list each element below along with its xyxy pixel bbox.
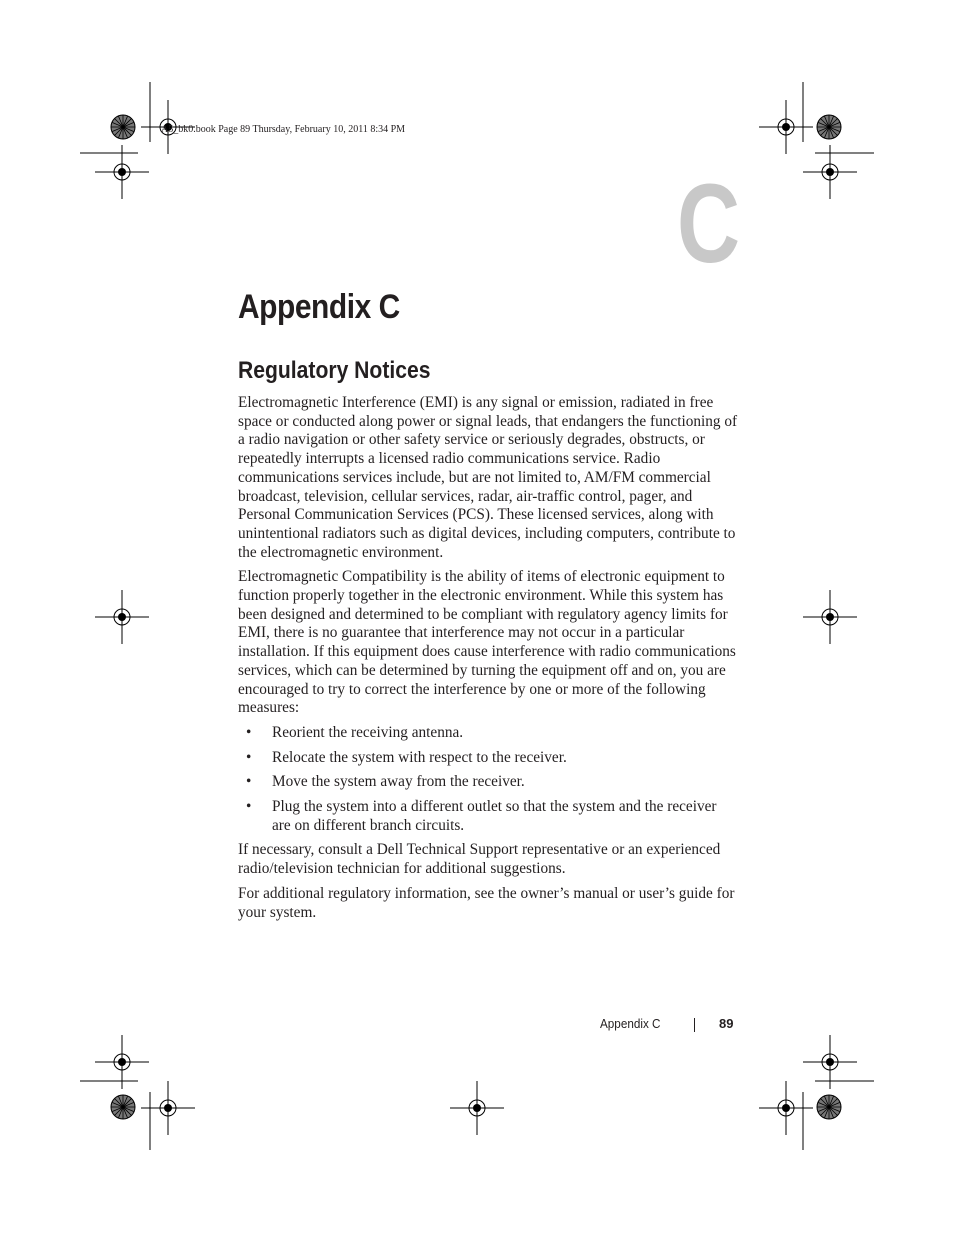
- paragraph-emi: Electromagnetic Interference (EMI) is any signal or emission, radiated in free space or conducted along power or signal leads, that endangers the functioning of a radio navigation or other safety service or seriously degrades, obstructs, or repeatedly interrupts a licensed radio communications service. Radio communications services include, but are not limited to, AM/FM commercial broadcast, television, cellular services, radar, air-traffic control, pager, and Personal Communication Services (PCS). These licensed services, along with unintentional radiators such as digital devices, including computers, contribute to the electromagnetic environment.: [238, 394, 738, 561]
- list-item: [238, 749, 738, 768]
- chapter-letter: C: [677, 161, 741, 286]
- page-number: 89: [719, 1016, 734, 1031]
- list-item-text: Plug the system into a different outlet so that the system and the receiver are on different branch circuits.: [272, 798, 717, 834]
- list-item: [238, 798, 738, 835]
- paragraph-additional: For additional regulatory information, see the owner’s manual or user’s guide for your system.: [238, 884, 735, 921]
- list-item: [238, 773, 738, 792]
- paragraph-consult: If necessary, consult a Dell Technical Support representative or an experienced radio/television technician for additional suggestions.: [238, 841, 721, 878]
- bullet-icon: •: [246, 723, 252, 741]
- body-text: [238, 394, 738, 928]
- list-item: [238, 724, 738, 743]
- bullet-icon: •: [246, 773, 252, 791]
- footer-divider: [694, 1018, 695, 1032]
- page-footer: [600, 1016, 734, 1031]
- list-item-text: Relocate the system with respect to the receiver.: [272, 748, 567, 766]
- bullet-icon: •: [246, 798, 252, 816]
- slug-line: A5_bk0.book Page 89 Thursday, February 10, 2011 8:34 PM: [161, 124, 406, 135]
- list-item-text: Reorient the receiving antenna.: [272, 723, 464, 741]
- footer-label: Appendix C: [600, 1016, 661, 1031]
- list-item-text: Move the system away from the receiver.: [272, 773, 525, 791]
- page-title: Appendix C: [238, 288, 400, 326]
- paragraph-emc: Electromagnetic Compatibility is the ability of items of electronic equipment to function properly together in the electronic environment. While this system has been designed and determined to be compliant with regulatory agency limits for EMI, there is no guarantee that interference may not occur in a particular installation. If this equipment does cause interference with radio communications services, which can be determined by turning the equipment off and on, you are encouraged to try to correct the interference by one or more of the following measures:: [238, 568, 736, 717]
- bullet-icon: •: [246, 748, 252, 766]
- measures-list: [238, 724, 738, 836]
- section-title: Regulatory Notices: [238, 357, 431, 384]
